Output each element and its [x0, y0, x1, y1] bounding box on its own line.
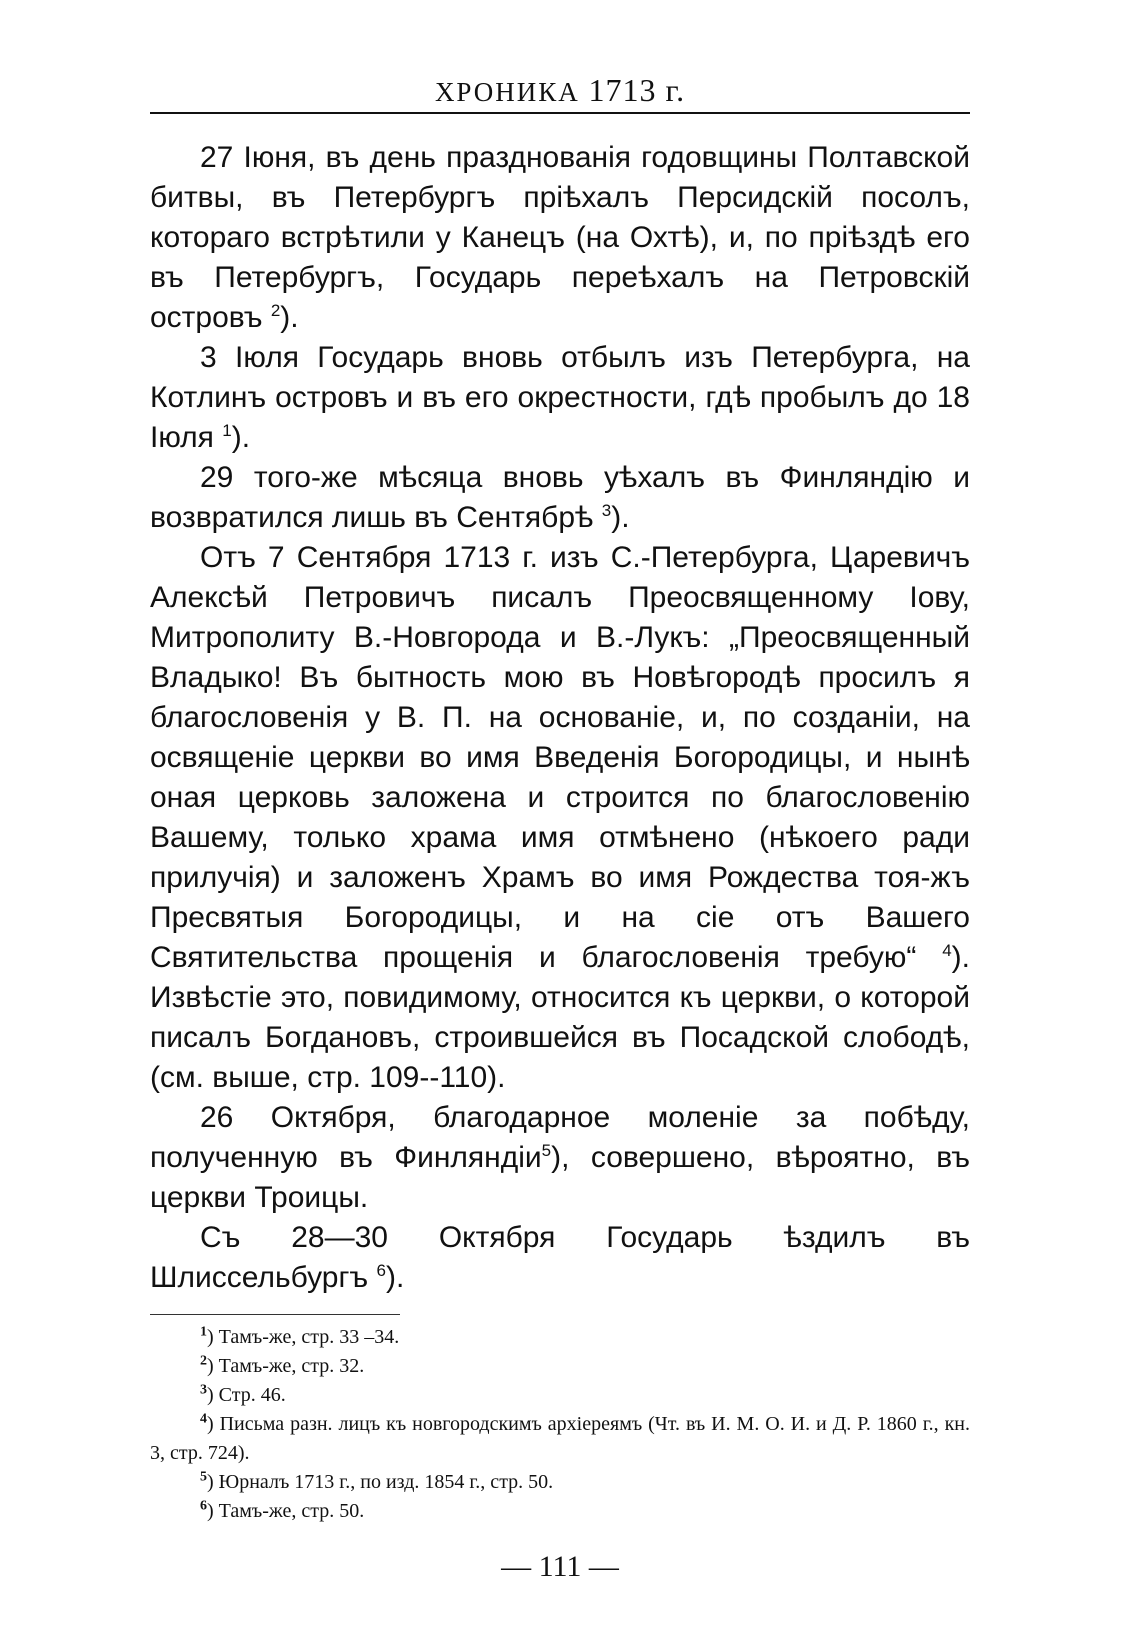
paragraph-text: 29 того-же мѣсяца вновь уѣхалъ въ Финляндію и возвратился лишь въ Сентябрѣ [150, 461, 970, 534]
header-title: ХРОНИКА [434, 77, 580, 107]
footnote-text: ) Юрналъ 1713 г., по изд. 1854 г., стр. 50. [207, 1471, 554, 1493]
paragraph-text: Отъ 7 Сентября 1713 г. изъ С.-Петербурга, Царевичъ Алексѣй Петровичъ писалъ Преосвященному Іову, Митрополиту В.-Новгорода и В.-Лукъ: „Преосвященный Владыко! Въ бытность мою въ Новѣгородѣ просилъ я благословенія у В. П. на основаніе, и, по созданіи, на освященіе церкви во имя Введенія Богородицы, и нынѣ оная церковь заложена и строится по благословенію Вашему, только храма имя отмѣнено (нѣкоего ради прилучія) и заложенъ Храмъ во имя Рождества тоя-жъ Пресвятыя Богородицы, и на сіе отъ Вашего Святительства прощенія и благословенія требую“ [150, 541, 970, 974]
footnote-rule [150, 1314, 400, 1315]
paragraph-text: ). [231, 421, 251, 454]
footnote-text: ) Тамъ-же, стр. 32. [207, 1355, 365, 1377]
footnote-mark: 5 [200, 1469, 207, 1485]
footnote-text: ) Письма разн. лицъ къ новгородскимъ архіереямъ (Чт. въ И. М. О. И. и Д. Р. 1860 г., кн. 3, стр. 724). [150, 1413, 970, 1464]
footnote [150, 1323, 970, 1352]
paragraph [150, 138, 970, 338]
paragraph-text: 3 Іюля Государь вновь отбылъ изъ Петербурга, на Котлинъ островъ и въ его окрестности, гдѣ пробылъ до 18 Іюля [150, 341, 970, 454]
footnotes [150, 1323, 970, 1526]
paragraph-text: ). [385, 1261, 405, 1294]
paragraph-text: ). [280, 301, 299, 334]
header-year: 1713 г. [588, 72, 686, 108]
footnote-reference: 1 [222, 421, 232, 440]
paragraph [150, 338, 970, 458]
footnote [150, 1468, 970, 1497]
paragraph [150, 458, 970, 538]
paragraph-text: ), совершено, вѣроятно, въ церкви Троицы. [150, 1141, 970, 1214]
running-header [150, 72, 970, 108]
footnote-reference: 2 [270, 301, 281, 320]
header-rule [150, 112, 970, 114]
body-text [150, 138, 970, 1298]
page [150, 72, 970, 1584]
footnote [150, 1410, 970, 1468]
footnote [150, 1381, 970, 1410]
footnote [150, 1497, 970, 1526]
footnote-mark: 3 [200, 1382, 207, 1398]
paragraph-text: ). [611, 501, 630, 534]
footnote-mark: 2 [200, 1353, 207, 1369]
footnote [150, 1352, 970, 1381]
footnote-reference: 3 [601, 501, 612, 520]
footnote-mark: 1 [200, 1324, 207, 1340]
paragraph-text: 27 Іюня, въ день празднованія годовщины Полтавской битвы, въ Петербургъ пріѣхалъ Персидскій посолъ, котораго встрѣтили у Канецъ (на Охтѣ), и, по пріѣздѣ его въ Петербургъ, Государь переѣхалъ на Петровскій островъ [150, 141, 970, 334]
footnote-text: ) Тамъ-же, стр. 50. [207, 1500, 365, 1522]
footnote-mark: 6 [200, 1498, 207, 1514]
paragraph-text: ). Извѣстіе это, повидимому, относится къ церкви, о которой писалъ Богдановъ, строившейся въ Посадской слободѣ, (см. выше, стр. 109--110). [150, 941, 970, 1094]
footnote-text: ) Стр. 46. [207, 1384, 286, 1406]
page-number: — 111 — [501, 1550, 619, 1583]
paragraph [150, 538, 970, 1098]
paragraph [150, 1098, 970, 1218]
footnote-reference: 6 [376, 1261, 386, 1280]
footnote-reference: 5 [541, 1141, 552, 1160]
footnote-text: ) Тамъ-же, стр. 33 –34. [207, 1326, 400, 1348]
paragraph-text: 26 Октября, благодарное моленіе за побѣду, полученную въ Финляндіи [150, 1101, 970, 1174]
paragraph [150, 1218, 970, 1298]
footnote-reference: 4 [942, 941, 952, 960]
footnote-mark: 4 [200, 1411, 207, 1427]
paragraph-text: Съ 28—30 Октября Государь ѣздилъ въ Шлиссельбургъ [150, 1221, 970, 1294]
